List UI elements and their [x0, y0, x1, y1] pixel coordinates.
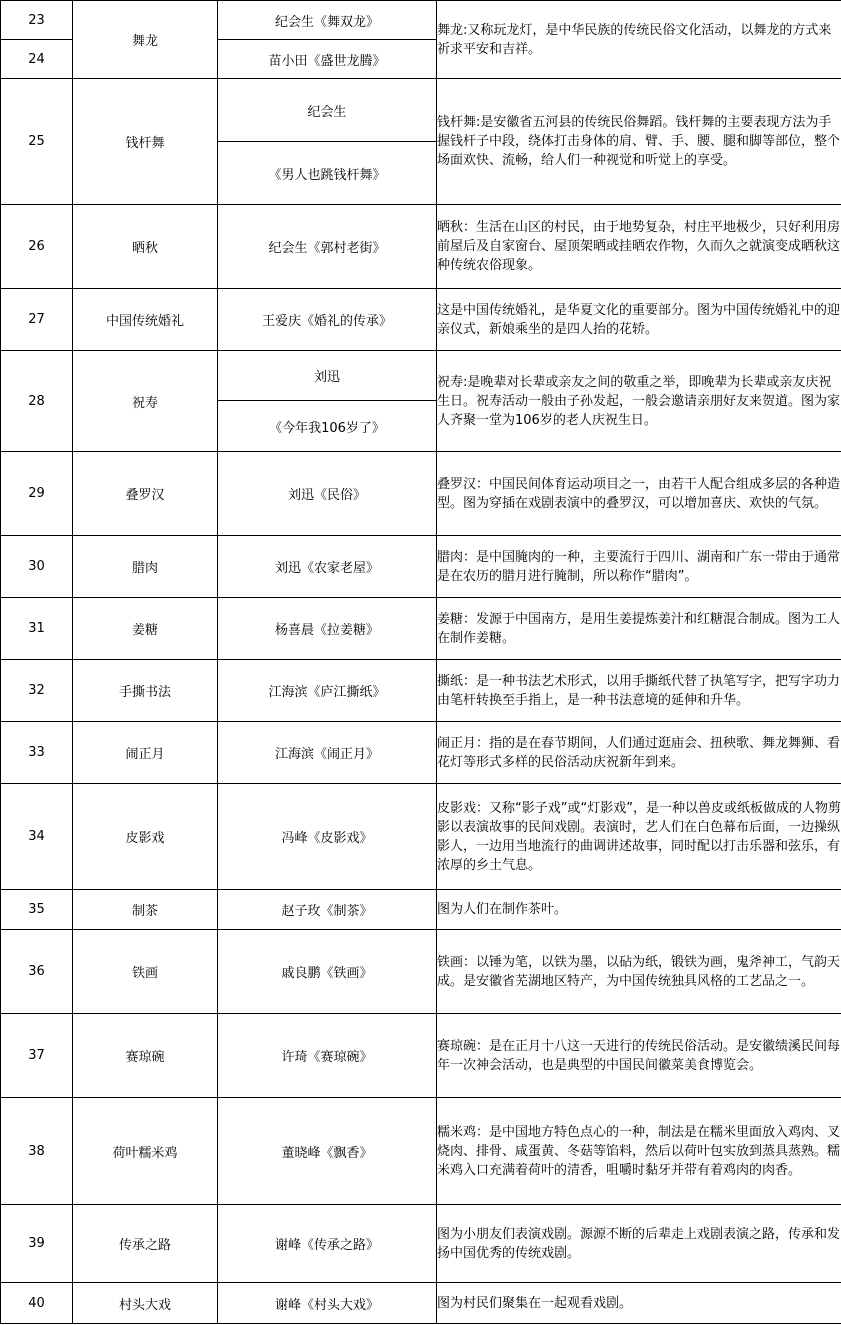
- work-title: 江海滨《庐江撕纸》: [218, 660, 437, 722]
- table-row: [1, 930, 841, 1014]
- description: 闹正月：指的是在春节期间，人们通过逛庙会、扭秧歌、舞龙舞狮、看花灯等形式多样的民俗活动庆祝新年到来。: [437, 722, 841, 784]
- row-number: 38: [1, 1098, 73, 1205]
- topic-name: 闹正月: [73, 722, 218, 784]
- topic-name: 皮影戏: [73, 784, 218, 890]
- description: 糯米鸡：是中国地方特色点心的一种，制法是在糯米里面放入鸡肉、叉烧肉、排骨、咸蛋黄、冬菇等馅料，然后以荷叶包实放到蒸具蒸熟。糯米鸡入口充满着荷叶的清香，咀嚼时黏牙并带有着鸡肉的肉香。: [437, 1098, 841, 1205]
- table-row: [1, 1205, 841, 1283]
- table-row: [1, 1283, 841, 1324]
- row-number: 25: [1, 79, 73, 205]
- description: 舞龙:又称玩龙灯，是中华民族的传统民俗文化活动，以舞龙的方式来祈求平安和吉祥。: [437, 1, 841, 79]
- work-title: 谢峰《传承之路》: [218, 1205, 437, 1283]
- row-number: 40: [1, 1283, 73, 1324]
- topic-name: 腊肉: [73, 536, 218, 598]
- topic-name: 中国传统婚礼: [73, 289, 218, 351]
- row-number: 33: [1, 722, 73, 784]
- table-row: [1, 660, 841, 722]
- row-number: 27: [1, 289, 73, 351]
- description: 铁画：以锤为笔，以铁为墨，以砧为纸，锻铁为画，鬼斧神工，气韵天成。是安徽省芜湖地区特产，为中国传统独具风格的工艺品之一。: [437, 930, 841, 1014]
- row-number: 35: [1, 890, 73, 930]
- topic-name: 铁画: [73, 930, 218, 1014]
- table-row: [1, 452, 841, 536]
- work-title: 苗小田《盛世龙腾》: [218, 40, 437, 79]
- table-row: [1, 890, 841, 930]
- work-title: 许琦《赛琼碗》: [218, 1014, 437, 1098]
- row-number: 24: [1, 40, 73, 79]
- table-row: [1, 1014, 841, 1098]
- table-row: [1, 1098, 841, 1205]
- row-number: 34: [1, 784, 73, 890]
- topic-name: 传承之路: [73, 1205, 218, 1283]
- table-row: [1, 598, 841, 660]
- topic-name: 钱杆舞: [73, 79, 218, 205]
- description: 叠罗汉：中国民间体育运动项目之一，由若干人配合组成多层的各种造型。图为穿插在戏剧表演中的叠罗汉，可以增加喜庆、欢快的气氛。: [437, 452, 841, 536]
- description: 晒秋：生活在山区的村民，由于地势复杂，村庄平地极少，只好利用房前屋后及自家窗台、屋顶架晒或挂晒农作物，久而久之就演变成晒秋这种传统农俗现象。: [437, 205, 841, 289]
- topic-name: 舞龙: [73, 1, 218, 79]
- table-row: [1, 351, 841, 401]
- row-number: 39: [1, 1205, 73, 1283]
- row-number: 30: [1, 536, 73, 598]
- table-row: [1, 1, 841, 40]
- row-number: 32: [1, 660, 73, 722]
- work-title: 谢峰《村头大戏》: [218, 1283, 437, 1324]
- row-number: 31: [1, 598, 73, 660]
- description: 图为小朋友们表演戏剧。源源不断的后辈走上戏剧表演之路，传承和发扬中国优秀的传统戏剧。: [437, 1205, 841, 1283]
- author-name: 刘迅: [218, 351, 437, 401]
- topic-name: 晒秋: [73, 205, 218, 289]
- row-number: 26: [1, 205, 73, 289]
- description: 这是中国传统婚礼，是华夏文化的重要部分。图为中国传统婚礼中的迎亲仪式，新娘乘坐的是四人抬的花轿。: [437, 289, 841, 351]
- row-number: 29: [1, 452, 73, 536]
- work-title: 赵子玫《制茶》: [218, 890, 437, 930]
- work-title: 刘迅《农家老屋》: [218, 536, 437, 598]
- row-number: 23: [1, 1, 73, 40]
- table-row: [1, 784, 841, 890]
- work-title: 王爱庆《婚礼的传承》: [218, 289, 437, 351]
- description: 赛琼碗：是在正月十八这一天进行的传统民俗活动。是安徽绩溪民间每年一次神会活动，也是典型的中国民间徽菜美食博览会。: [437, 1014, 841, 1098]
- topic-name: 赛琼碗: [73, 1014, 218, 1098]
- topic-name: 手撕书法: [73, 660, 218, 722]
- description: 撕纸：是一种书法艺术形式，以用手撕纸代替了执笔写字，把写字功力由笔杆转换至手指上，是一种书法意境的延伸和升华。: [437, 660, 841, 722]
- work-title: 《男人也跳钱杆舞》: [218, 142, 437, 205]
- description: 祝寿:是晚辈对长辈或亲友之间的敬重之举，即晚辈为长辈或亲友庆祝生日。祝寿活动一般由子孙发起，一般会邀请亲朋好友来贺道。图为家人齐聚一堂为106岁的老人庆祝生日。: [437, 351, 841, 452]
- table-row: [1, 205, 841, 289]
- table-row: [1, 536, 841, 598]
- author-name: 纪会生: [218, 79, 437, 142]
- work-title: 纪会生《舞双龙》: [218, 1, 437, 40]
- row-number: 36: [1, 930, 73, 1014]
- topic-name: 祝寿: [73, 351, 218, 452]
- work-title: 杨喜晨《拉姜糖》: [218, 598, 437, 660]
- row-number: 37: [1, 1014, 73, 1098]
- description: 图为村民们聚集在一起观看戏剧。: [437, 1283, 841, 1324]
- description: 图为人们在制作茶叶。: [437, 890, 841, 930]
- description: 皮影戏：又称“影子戏”或“灯影戏”，是一种以兽皮或纸板做成的人物剪影以表演故事的民间戏剧。表演时，艺人们在白色幕布后面，一边操纵影人，一边用当地流行的曲调讲述故事，同时配以打击乐器和弦乐，有浓厚的乡土气息。: [437, 784, 841, 890]
- table-row: [1, 79, 841, 142]
- topic-name: 荷叶糯米鸡: [73, 1098, 218, 1205]
- topic-name: 叠罗汉: [73, 452, 218, 536]
- description: 姜糖：发源于中国南方，是用生姜提炼姜汁和红糖混合制成。图为工人在制作姜糖。: [437, 598, 841, 660]
- work-title: 戚良鹏《铁画》: [218, 930, 437, 1014]
- work-title: 江海滨《闹正月》: [218, 722, 437, 784]
- work-title: 冯峰《皮影戏》: [218, 784, 437, 890]
- description: 腊肉：是中国腌肉的一种，主要流行于四川、湖南和广东一带由于通常是在农历的腊月进行腌制，所以称作“腊肉”。: [437, 536, 841, 598]
- description: 钱杆舞:是安徽省五河县的传统民俗舞蹈。钱杆舞的主要表现方法为手握钱杆子中段，绕体打击身体的肩、臂、手、腰、腿和脚等部位，整个场面欢快、流畅，给人们一种视觉和听觉上的享受。: [437, 79, 841, 205]
- topic-name: 村头大戏: [73, 1283, 218, 1324]
- topic-name: 姜糖: [73, 598, 218, 660]
- row-number: 28: [1, 351, 73, 452]
- work-title: 纪会生《郭村老街》: [218, 205, 437, 289]
- table-row: [1, 289, 841, 351]
- work-title: 董晓峰《飘香》: [218, 1098, 437, 1205]
- table-row: [1, 722, 841, 784]
- topic-name: 制茶: [73, 890, 218, 930]
- work-title: 刘迅《民俗》: [218, 452, 437, 536]
- work-title: 《今年我106岁了》: [218, 401, 437, 452]
